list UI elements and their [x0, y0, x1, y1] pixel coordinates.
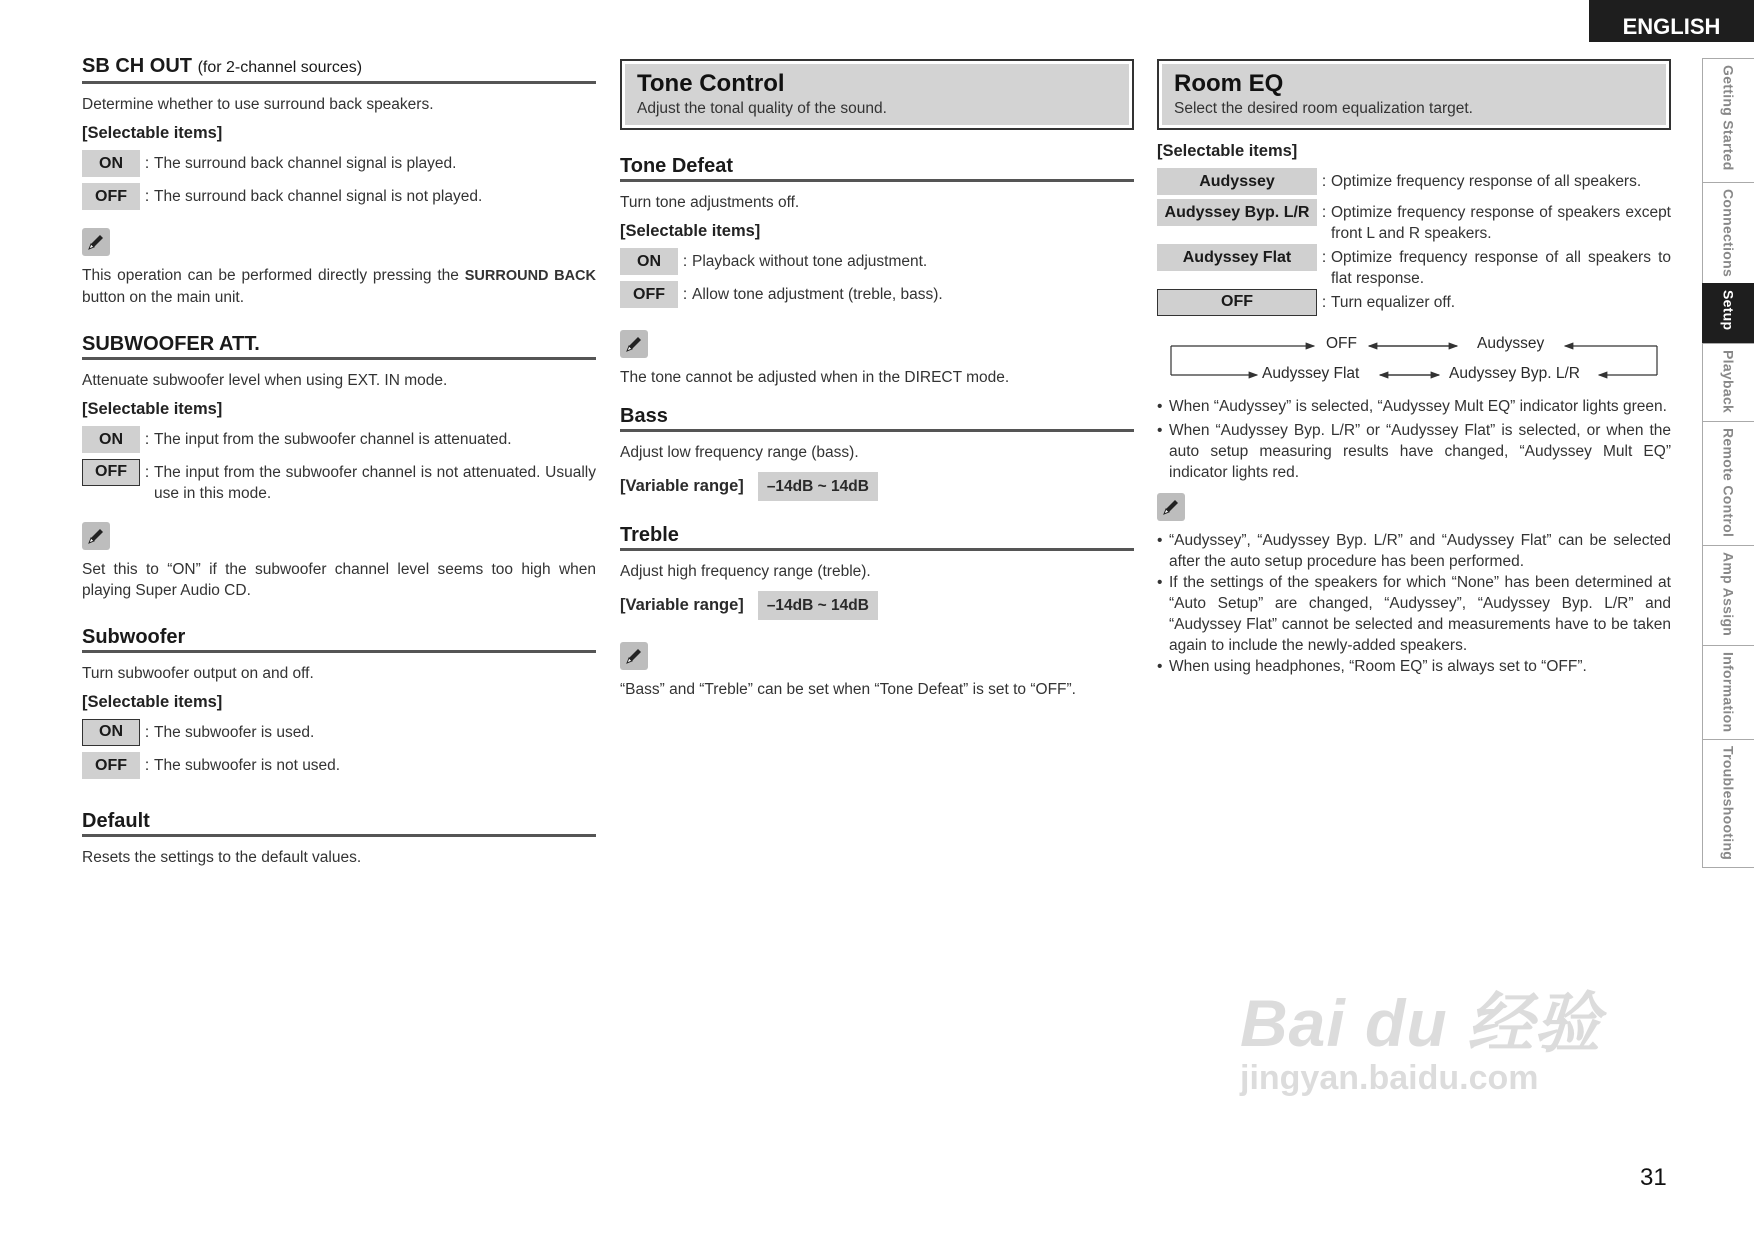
tone-control-title: Tone Control [637, 70, 785, 97]
side-nav-remote-control[interactable]: Remote Control [1702, 421, 1754, 545]
option-key: Audyssey Byp. L/R [1157, 199, 1317, 226]
room-eq-header [1157, 59, 1671, 130]
tone-control-header [620, 59, 1134, 130]
variable-range-value: –14dB ~ 14dB [758, 591, 878, 620]
tone-defeat-title: Tone Defeat [620, 154, 1134, 182]
option-key: Audyssey [1157, 168, 1317, 195]
room-eq-cycle-diagram [1157, 330, 1671, 390]
option-key-default: ON [82, 719, 140, 746]
watermark-logo: Bai du 经验 [1240, 986, 1602, 1060]
option-row: ON : The input from the subwoofer channel is attenuated. [82, 426, 596, 453]
side-nav-troubleshooting[interactable]: Troubleshooting [1702, 739, 1754, 868]
bass-title: Bass [620, 404, 1134, 432]
selectable-items-label: [Selectable items] [82, 693, 223, 711]
subwoofer-att-title: SUBWOOFER ATT. [82, 332, 596, 360]
note-item: • “Audyssey”, “Audyssey Byp. L/R” and “Audyssey Flat” can be selected after the auto setup procedure has been performed. [1157, 530, 1671, 572]
option-row: Audyssey : Optimize frequency response of all speakers. [1157, 168, 1671, 195]
option-desc: Optimize frequency response of speakers except front L and R speakers. [1331, 204, 1671, 242]
option-row: ON : The surround back channel signal is played. [82, 150, 596, 177]
option-row: ON : Playback without tone adjustment. [620, 248, 1134, 275]
selectable-items-label: [Selectable items] [82, 400, 223, 418]
side-nav-setup[interactable]: Setup [1702, 283, 1754, 343]
room-eq-title: Room EQ [1174, 70, 1284, 97]
option-row: OFF : Allow tone adjustment (treble, bass). [620, 281, 1134, 308]
variable-range-label: [Variable range] [620, 596, 744, 614]
side-nav-getting-started[interactable]: Getting Started [1702, 58, 1754, 182]
side-nav-playback[interactable]: Playback [1702, 343, 1754, 421]
option-key: OFF [82, 183, 140, 210]
option-row: OFF : Turn equalizer off. [1157, 289, 1671, 316]
option-row: OFF : The input from the subwoofer channel is not attenuated. Usually use in this mode. [82, 459, 596, 504]
default-title: Default [82, 809, 596, 837]
page-number: 31 [1640, 1164, 1667, 1191]
tone-defeat-desc: Turn tone adjustments off. [620, 194, 800, 211]
option-desc: The input from the subwoofer channel is attenuated. [154, 431, 512, 448]
variable-range-label: [Variable range] [620, 477, 744, 495]
side-nav [1702, 58, 1754, 868]
treble-desc: Adjust high frequency range (treble). [620, 563, 871, 580]
option-desc: Turn equalizer off. [1331, 294, 1456, 311]
column-right [1157, 59, 1671, 677]
option-key: ON [82, 150, 140, 177]
option-row: OFF : The surround back channel signal is not played. [82, 183, 596, 210]
variable-range-value: –14dB ~ 14dB [758, 472, 878, 501]
option-desc: The subwoofer is not used. [154, 757, 341, 774]
room-eq-desc: Select the desired room equalization target. [1174, 100, 1473, 117]
selectable-items-label: [Selectable items] [82, 124, 223, 142]
language-tab: ENGLISH [1589, 0, 1754, 42]
sb-ch-out-title: SB CH OUT (for 2-channel sources) [82, 54, 596, 84]
cycle-audyssey: Audyssey [1477, 335, 1545, 352]
pencil-note-icon [82, 522, 110, 550]
watermark-url: jingyan.baidu.com [1240, 1059, 1539, 1097]
bullet-item: • When “Audyssey Byp. L/R” or “Audyssey Flat” is selected, or when the auto setup measuring results have changed, “Audyssey Mult EQ” indicator lights red. [1157, 420, 1671, 483]
option-key-default: OFF [82, 459, 140, 486]
option-desc: Optimize frequency response of all speakers. [1331, 173, 1642, 190]
variable-range-row [620, 472, 1134, 501]
selectable-items-label: [Selectable items] [620, 222, 761, 240]
option-row: Audyssey Byp. L/R : Optimize frequency response of speakers except front L and R speakers. [1157, 199, 1671, 244]
pencil-note-icon [82, 228, 110, 256]
option-desc: The subwoofer is used. [154, 724, 315, 741]
option-row: Audyssey Flat : Optimize frequency response of all speakers to flat response. [1157, 244, 1671, 289]
option-key: OFF [82, 752, 140, 779]
option-row: OFF : The subwoofer is not used. [82, 752, 596, 779]
room-eq-notes [1157, 530, 1671, 677]
option-desc: Allow tone adjustment (treble, bass). [692, 286, 943, 303]
tone-control-desc: Adjust the tonal quality of the sound. [637, 100, 887, 117]
option-key: OFF [620, 281, 678, 308]
sb-ch-out-desc: Determine whether to use surround back speakers. [82, 96, 434, 113]
pencil-note-icon [620, 642, 648, 670]
option-key-default: OFF [1157, 289, 1317, 316]
option-desc: The input from the subwoofer channel is not attenuated. Usually use in this mode. [154, 464, 596, 502]
bass-desc: Adjust low frequency range (bass). [620, 444, 859, 461]
option-desc: Optimize frequency response of all speakers to flat response. [1331, 249, 1671, 287]
default-desc: Resets the settings to the default values. [82, 849, 362, 866]
subwoofer-title: Subwoofer [82, 625, 596, 653]
treble-title: Treble [620, 523, 1134, 551]
option-key: ON [82, 426, 140, 453]
pencil-note-icon [620, 330, 648, 358]
option-desc: Playback without tone adjustment. [692, 253, 928, 270]
note-item: • When using headphones, “Room EQ” is always set to “OFF”. [1157, 656, 1671, 677]
option-key: ON [620, 248, 678, 275]
note-text: “Bass” and “Treble” can be set when “Tone Defeat” is set to “OFF”. [620, 681, 1076, 698]
note-text: The tone cannot be adjusted when in the DIRECT mode. [620, 369, 1010, 386]
note-item: • If the settings of the speakers for which “None” has been determined at “Auto Setup” are changed, “Audyssey”, “Audyssey Byp. L/R” and “Audyssey Flat” cannot be selected and measurements have to be taken again to include the newly-added speakers. [1157, 572, 1671, 656]
option-desc: The surround back channel signal is not played. [154, 188, 483, 205]
subwoofer-att-desc: Attenuate subwoofer level when using EXT. IN mode. [82, 372, 448, 389]
cycle-arrows [1157, 330, 1671, 390]
bullet-item: • When “Audyssey” is selected, “Audyssey Mult EQ” indicator lights green. [1157, 396, 1671, 417]
watermark [1240, 970, 1601, 1098]
room-eq-bullets [1157, 396, 1671, 483]
cycle-audyssey-byp: Audyssey Byp. L/R [1449, 365, 1580, 382]
side-nav-amp-assign[interactable]: Amp Assign [1702, 545, 1754, 645]
option-row: ON : The subwoofer is used. [82, 719, 596, 746]
side-nav-connections[interactable]: Connections [1702, 182, 1754, 283]
column-middle [620, 59, 1134, 724]
column-left [82, 54, 596, 877]
side-nav-information[interactable]: Information [1702, 645, 1754, 739]
note-text: Set this to “ON” if the subwoofer channel level seems too high when playing Super Audio CD. [82, 561, 596, 599]
variable-range-row [620, 591, 1134, 620]
note-text: This operation can be performed directly pressing the SURROUND BACK button on the main unit. [82, 267, 596, 306]
option-desc: The surround back channel signal is played. [154, 155, 457, 172]
selectable-items-label: [Selectable items] [1157, 142, 1298, 160]
cycle-audyssey-flat: Audyssey Flat [1262, 365, 1360, 382]
cycle-off: OFF [1326, 335, 1357, 352]
subwoofer-desc: Turn subwoofer output on and off. [82, 665, 314, 682]
pencil-note-icon [1157, 493, 1185, 521]
option-key: Audyssey Flat [1157, 244, 1317, 271]
